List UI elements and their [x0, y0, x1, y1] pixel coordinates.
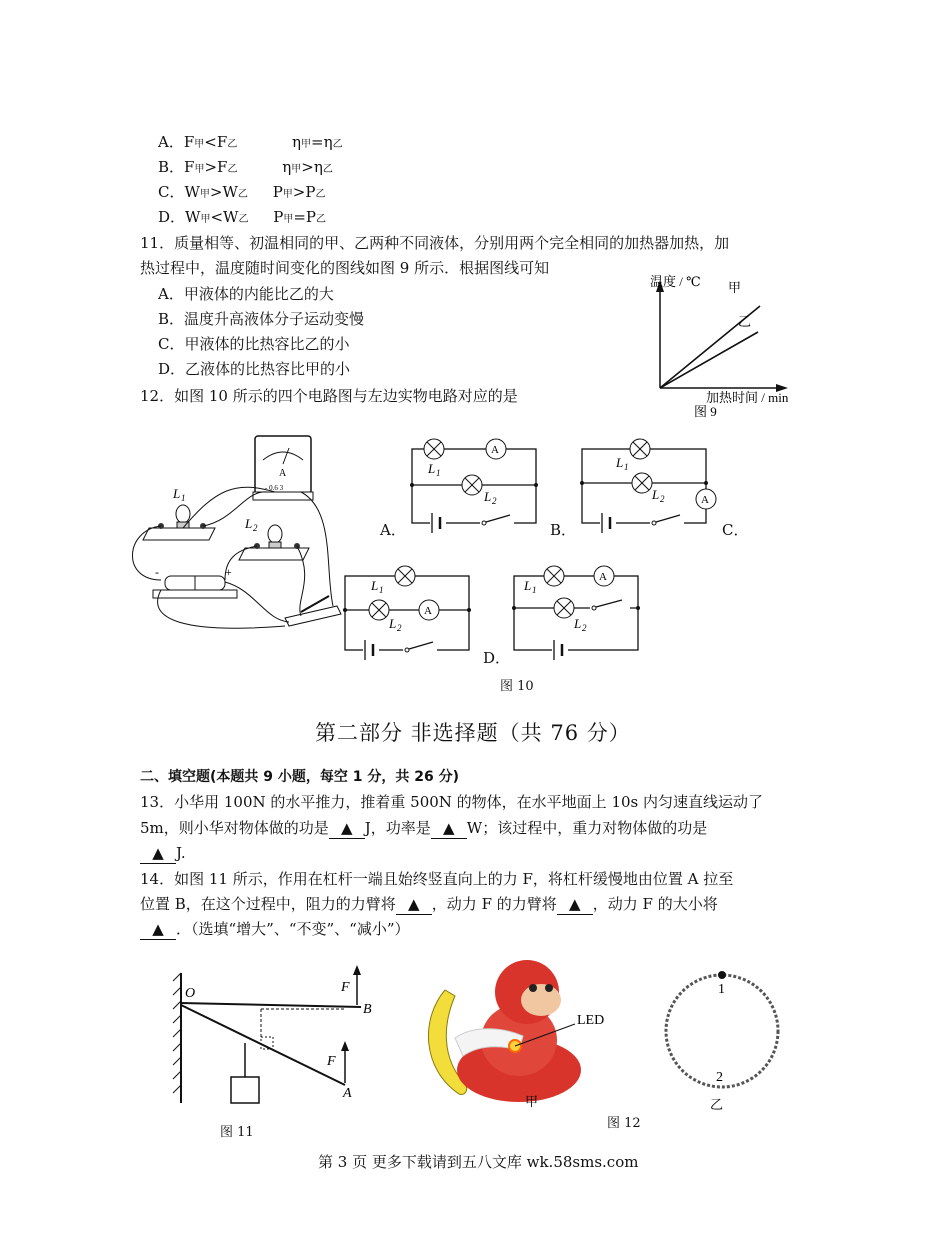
svg-text:2: 2 [253, 523, 258, 533]
lever-position-b [181, 1003, 361, 1007]
svg-text:A: A [424, 605, 432, 617]
svg-text:+: + [225, 565, 232, 579]
svg-text:F: F [327, 1054, 336, 1069]
svg-text:B: B [363, 1002, 372, 1017]
svg-text:L: L [484, 489, 492, 504]
q11-line2: 热过程中，温度随时间变化的图线如图 9 所示．根据图线可知 [140, 259, 550, 277]
figure-10-caption: 图 10 [500, 679, 534, 694]
svg-text:-: - [155, 565, 159, 579]
circuit-b-label: B． [550, 521, 577, 539]
q13-line3: ▲ J. [140, 843, 186, 864]
svg-text:1: 1 [718, 982, 725, 997]
svg-text:1: 1 [181, 493, 186, 503]
q12-text: 12．如图 10 所示的四个电路图与左边实物电路对应的是 [140, 387, 518, 405]
svg-text:A: A [343, 1086, 352, 1101]
q10-option-d: D．W甲<W乙 P甲=P乙 [158, 208, 326, 226]
figure-9-graph [640, 268, 820, 423]
q10-option-b: B．F甲>F乙 η甲>η乙 [158, 158, 333, 176]
svg-text:L: L [652, 487, 660, 502]
svg-text:1: 1 [624, 462, 629, 472]
q13-line2: 5m，则小华对物体做的功是 ▲ J，功率是 ▲ W；该过程中，重力对物体做的功是 [140, 819, 708, 837]
svg-text:L: L [173, 486, 181, 501]
circuit-a [410, 435, 540, 535]
svg-text:1: 1 [436, 468, 441, 478]
svg-text:LED: LED [577, 1013, 605, 1028]
svg-text:2: 2 [660, 494, 665, 504]
figure-12-caption: 图 12 [607, 1116, 641, 1131]
svg-text:L: L [524, 578, 532, 593]
figure-12-toy [415, 958, 625, 1108]
svg-text:L: L [389, 616, 397, 631]
svg-text:2: 2 [492, 496, 497, 506]
circuit-c-label: C． [722, 521, 749, 539]
part2-title: 第二部分 非选择题（共 76 分） [315, 721, 631, 745]
svg-text:乙: 乙 [710, 1097, 724, 1112]
svg-text:L: L [616, 455, 624, 470]
q14-line2: 位置 B，在这个过程中，阻力的力臂将 ▲ ，动力 F 的力臂将 ▲ ，动力 F 的大小将 [140, 895, 718, 913]
q10-option-c: C．W甲>W乙 P甲>P乙 [158, 183, 326, 201]
section2-heading: 二、填空题(本题共 9 小题，每空 1 分，共 26 分) [140, 769, 460, 785]
circuit-b [580, 435, 720, 535]
svg-text:A: A [701, 494, 709, 506]
svg-text:1: 1 [379, 585, 384, 595]
series-yi-line [660, 332, 758, 388]
circuit-c [343, 562, 473, 662]
q11-option-c: C．甲液体的比热容比乙的小 [158, 335, 350, 353]
weight-block [231, 1077, 259, 1103]
figure-9-caption: 图 9 [694, 404, 717, 419]
lever-position-a [181, 1005, 345, 1085]
figure-11-caption: 图 11 [220, 1125, 254, 1140]
circuit-d [512, 562, 642, 662]
svg-text:2: 2 [397, 623, 402, 633]
q11-option-a: A．甲液体的内能比乙的大 [158, 285, 334, 303]
y-axis-label: 温度 / ℃ [650, 274, 701, 289]
q14-line1: 14．如图 11 所示，作用在杠杆一端且始终竖直向上的力 F，将杠杆缓慢地由位置 A 拉至 [140, 870, 734, 888]
svg-text:F: F [341, 980, 350, 995]
svg-text:L: L [428, 461, 436, 476]
q14-line3: ▲ ．（选填“增大”、“不变”、“减小”） [140, 919, 410, 940]
svg-text:A: A [279, 468, 287, 479]
series-jia-label: 甲 [728, 280, 742, 295]
page-footer: 第 3 页 更多下载请到五八文库 wk.58sms.com [318, 1153, 639, 1171]
circuit-a-label: A． [380, 521, 406, 539]
svg-text:2: 2 [716, 1070, 723, 1085]
svg-text:2: 2 [582, 623, 587, 633]
svg-text:A: A [599, 571, 607, 583]
series-yi-label: 乙 [738, 314, 752, 329]
svg-text:L: L [245, 516, 253, 531]
svg-text:1: 1 [532, 585, 537, 595]
figure-12-circle [660, 965, 790, 1115]
svg-text:L: L [371, 578, 379, 593]
q11-option-b: B．温度升高液体分子运动变慢 [158, 310, 365, 328]
figure-11-lever [165, 965, 385, 1115]
q10-option-a: A．F甲<F乙 η甲=η乙 [158, 133, 343, 151]
svg-text:- 0.6 3: - 0.6 3 [265, 484, 284, 492]
svg-text:L: L [574, 616, 582, 631]
q11-line1: 11．质量相等、初温相同的甲、乙两种不同液体，分别用两个完全相同的加热器加热，加 [140, 234, 730, 252]
svg-text:O: O [185, 986, 196, 1001]
circuit-d-label: D． [483, 649, 511, 667]
x-axis-label: 加热时间 / min [706, 390, 789, 405]
q11-option-d: D．乙液体的比热容比甲的小 [158, 360, 351, 378]
svg-text:A: A [491, 444, 499, 456]
q13-line1: 13．小华用 100N 的水平推力，推着重 500N 的物体，在水平地面上 10s 内匀速直线运动了 [140, 793, 763, 811]
figure-10-physical-circuit [125, 430, 345, 640]
svg-text:甲: 甲 [525, 1094, 539, 1109]
